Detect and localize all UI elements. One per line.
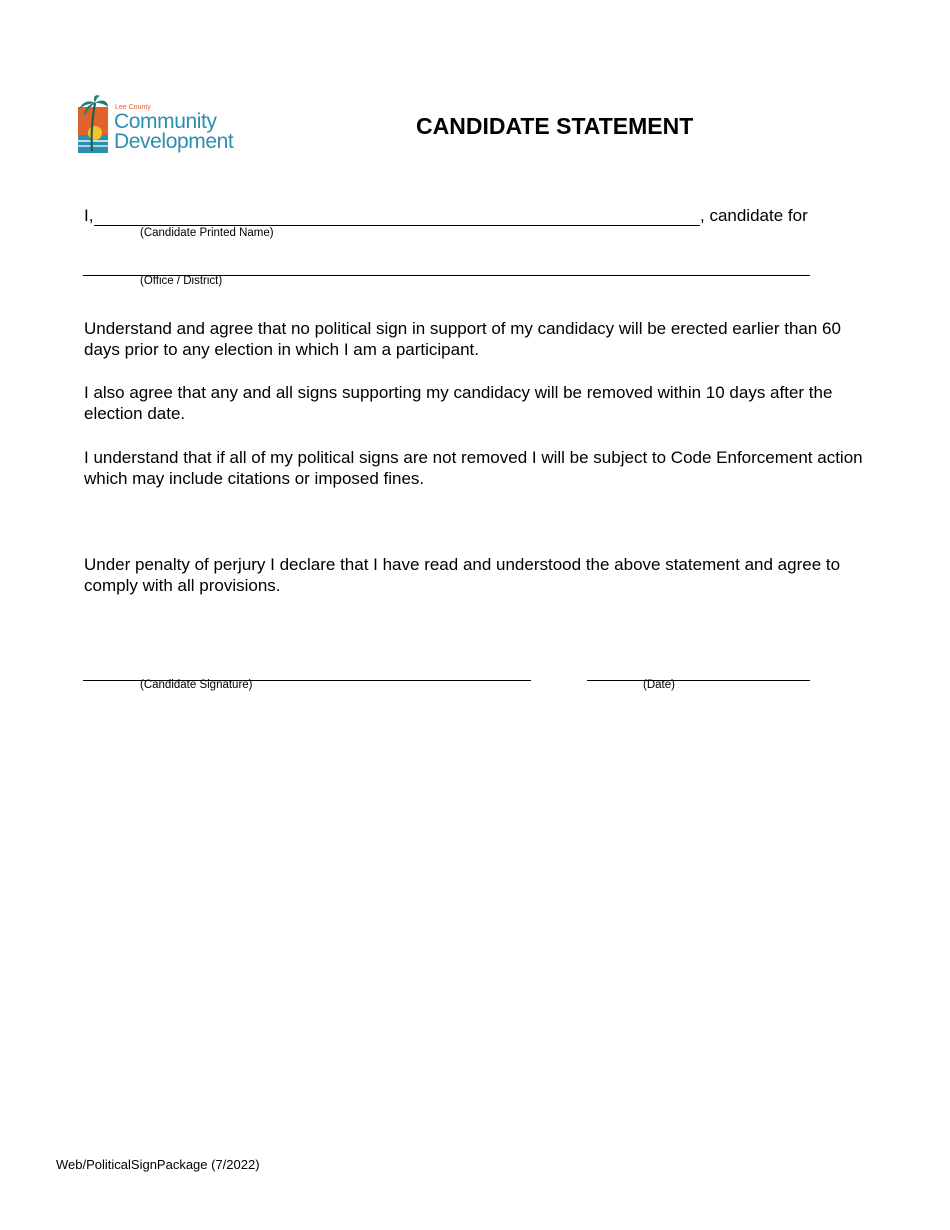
candidate-signature-caption: (Candidate Signature) [140,679,253,691]
lee-county-logo [78,95,248,157]
statement-paragraph-2: I also agree that any and all signs supporting my candidacy will be removed within 10 days after the election date. [84,383,833,423]
palm-tree-logo-icon [78,95,108,153]
office-district-caption: (Office / District) [140,275,223,287]
candidate-name-field[interactable] [94,225,700,226]
statement-lead: I, [84,206,94,225]
statement-paragraph-3: I understand that if all of my political signs are not removed I will be subject to Code Enforcement action which may include citations or imposed fines. [84,448,863,488]
logo-line-1: Community [114,110,217,133]
candidate-name-caption: (Candidate Printed Name) [140,227,274,239]
logo-line-2: Development [114,130,234,153]
logo-small-text: Lee County [115,104,151,111]
candidate-for-text: , candidate for [700,206,808,225]
statement-paragraph-1: Understand and agree that no political sign in support of my candidacy will be erected earlier than 60 days prior to any election in which I am a participant. [84,319,841,359]
date-caption: (Date) [643,679,675,691]
page-title: CANDIDATE STATEMENT [416,113,694,139]
date-field[interactable] [587,680,810,681]
perjury-declaration: Under penalty of perjury I declare that I have read and understood the above statement and agree to comply with all provisions. [84,555,841,595]
footer-form-id: Web/PoliticalSignPackage (7/2022) [56,1157,260,1172]
